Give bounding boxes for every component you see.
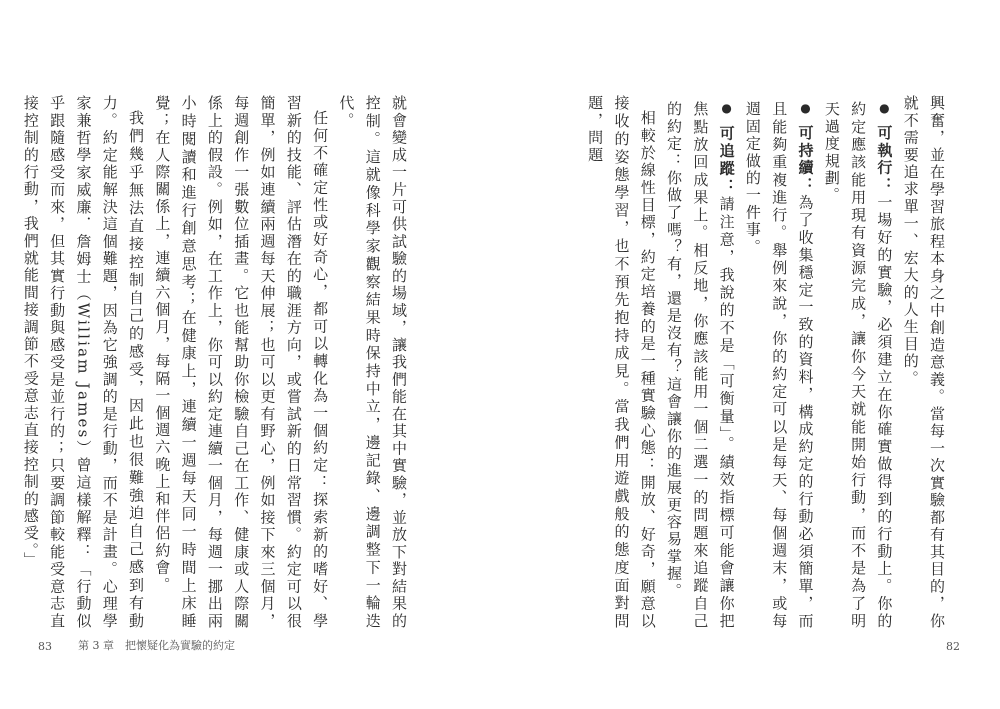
paragraph: 就會變成一片可供試驗的場域，讓我們能在其中實驗，並放下對結果的控制。這就像科學家觀察結果時保持中立，邊記錄、邊調整下一輪迭代。 xyxy=(337,95,408,630)
paragraph: 興奮，並在學習旅程本身之中創造意義。當每一次實驗都有其目的，你就不需要追求單一、宏大的人生目的。 xyxy=(901,95,946,630)
bullet-icon: ● xyxy=(877,101,892,118)
page-number: 82 xyxy=(946,640,960,653)
bullet-icon: ● xyxy=(798,101,813,118)
paragraph: 相較於線性目標，約定培養的是一種實驗心態：開放、好奇，願意以接收的姿態學習，也不預先抱持成見。當我們用遊戲般的態度面對問題，問題 xyxy=(586,95,657,630)
paragraph: 任何不確定性或好奇心，都可以轉化為一個約定：探索新的嗜好、學習新的技能、評估潛在的職涯方向，或嘗試新的日常習慣。約定可以很簡單，例如連續兩週每天伸展；也可以更有野心，例如接下來三個月，每週創作一張數位插畫。它也能幫助你檢驗自己在工作、健康或人際關係上的假設。例如，在工作上，你可以約定連續一個月，每週一挪出兩小時閱讀和進行創意思考；在健康上，連續一週每天同一時間上床睡覺；在人際關係上，連續六個月，每隔一個週六晚上和伴侶約會。 xyxy=(153,95,330,630)
bullet-item xyxy=(740,95,819,630)
bullet-text: 請注意，我說的不是「可衡量」。績效指標可能會讓你把焦點放回成果上。相反地，你應該能用一個二選一的問題來追蹤自己的約定：你做了嗎？有，還是沒有？這會讓你的進展更容易掌握。 xyxy=(665,101,736,630)
left-body-text xyxy=(0,95,412,630)
right-body-text xyxy=(520,95,950,630)
bullet-text: 一場好的實驗，必須建立在你確實做得到的行動上。你的約定應該能用現有資源完成，讓你今天就能開始行動，而不是為了明天過度規劃。 xyxy=(822,101,894,630)
bullet-item xyxy=(661,95,740,630)
bullet-item xyxy=(819,95,898,630)
paragraph: 我們幾乎無法直接控制自己的感受，因此也很難強迫自己感到有動力。約定能解決這個難題，因為它強調的是行動，而不是計畫。心理學家兼哲學家威廉．詹姆士（William James）曾這樣解釋：「行動似乎跟隨感受而來，但其實行動與感受是並行的；只要調節較能受意志直接控制的行動，我們就能間接調節不受意志直接控制的感受。」 xyxy=(21,95,146,630)
bullet-text: 為了收集穩定一致的資料，構成約定的行動必須簡單，而且能夠重複進行。舉例來說，你的約定可以是每天、每個週末，或每週固定做的一件事。 xyxy=(743,101,815,630)
running-header-chapter: 第 3 章 把懷疑化為實驗的約定 xyxy=(78,639,235,652)
right-page xyxy=(500,0,1000,709)
bullet-term: 可追蹤： xyxy=(717,125,736,196)
bullet-term: 可執行： xyxy=(875,124,894,195)
bullet-icon: ● xyxy=(719,101,734,118)
bullet-term: 可持續： xyxy=(796,124,815,195)
page-number: 83 xyxy=(38,640,52,653)
